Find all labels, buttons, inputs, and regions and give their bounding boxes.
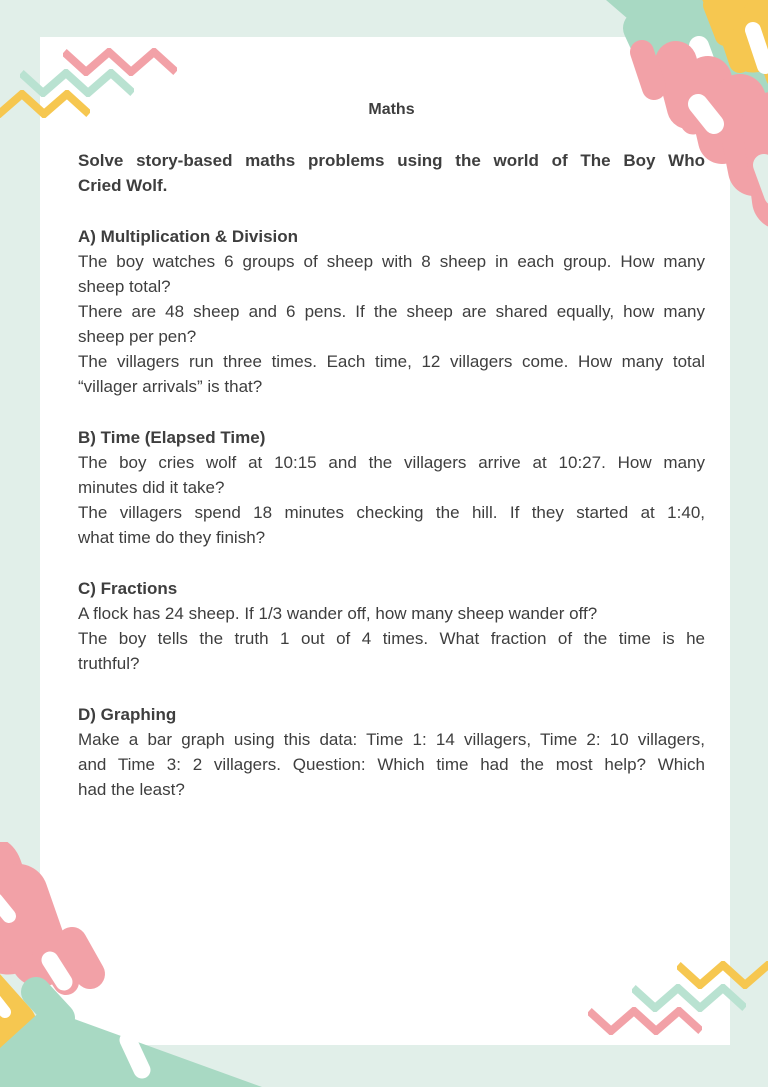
- text-line: Make a bar graph using this data: Time 1: 14 villagers, Time 2: 10 villagers,: [78, 730, 705, 749]
- worksheet-title: Maths: [368, 101, 415, 118]
- text-line: had the least?: [78, 780, 185, 799]
- yellow-drip-shape: [0, 990, 28, 1087]
- text-line: Cried Wolf.: [78, 176, 168, 195]
- text-line: There are 48 sheep and 6 pens. If the sheep are shared equally, how many: [78, 302, 705, 321]
- text-line: sheep total?: [78, 277, 171, 296]
- section-heading: B) Time (Elapsed Time): [78, 428, 266, 447]
- worksheet-section: [78, 576, 705, 676]
- text-line: truthful?: [78, 654, 140, 673]
- text-line: minutes did it take?: [78, 478, 225, 497]
- worksheet-section: [78, 224, 705, 399]
- question: [78, 500, 705, 550]
- question: [78, 349, 705, 399]
- section-heading: C) Fractions: [78, 579, 178, 598]
- question: [78, 249, 705, 299]
- worksheet-section: [78, 425, 705, 550]
- question: [78, 626, 705, 676]
- text-line: The boy tells the truth 1 out of 4 times. What fraction of the time is he: [78, 629, 705, 648]
- section-heading: A) Multiplication & Division: [78, 227, 299, 246]
- text-line: and Time 3: 2 villagers. Question: Which time had the most help? Which: [78, 755, 705, 774]
- text-line: what time do they finish?: [78, 528, 266, 547]
- text-line: A flock has 24 sheep. If 1/3 wander off, how many sheep wander off?: [78, 604, 598, 623]
- section-heading: D) Graphing: [78, 705, 177, 724]
- worksheet-intro: [78, 148, 705, 198]
- text-line: Solve story-based maths problems using the world of The Boy Who: [78, 151, 705, 170]
- text-line: “villager arrivals” is that?: [78, 377, 263, 396]
- text-line: The boy cries wolf at 10:15 and the villagers arrive at 10:27. How many: [78, 453, 705, 472]
- text-line: The villagers run three times. Each time, 12 villagers come. How many total: [78, 352, 705, 371]
- text-line: sheep per pen?: [78, 327, 197, 346]
- worksheet-section: [78, 702, 705, 802]
- text-line: The boy watches 6 groups of sheep with 8 sheep in each group. How many: [78, 252, 705, 271]
- question: [78, 601, 705, 626]
- worksheet-sections: [78, 224, 705, 802]
- text-line: The villagers spend 18 minutes checking the hill. If they started at 1:40,: [78, 503, 705, 522]
- worksheet-page: [40, 37, 730, 1045]
- question: [78, 299, 705, 349]
- question: [78, 727, 705, 802]
- question: [78, 450, 705, 500]
